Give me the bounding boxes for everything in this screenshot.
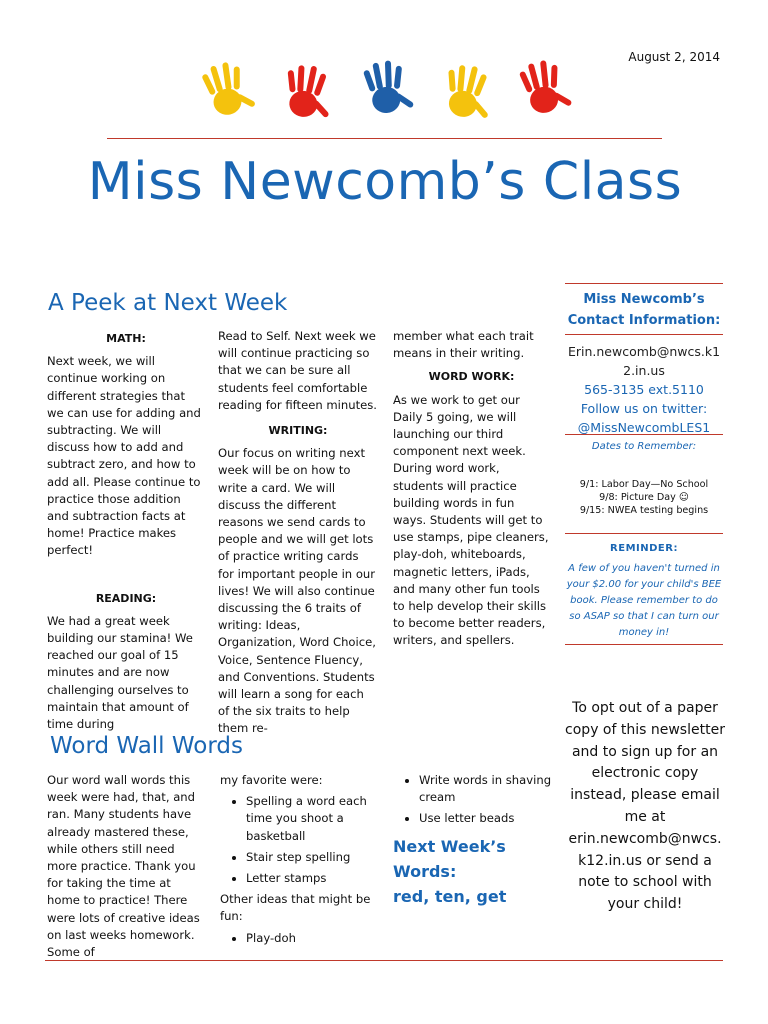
reminder-text: A few of you haven't turned in your $2.00 for your child's BEE book. Please remember to do so ASAP so that I can turn our money in! xyxy=(566,563,722,638)
peek-column-3 xyxy=(393,328,550,650)
list-item: • Play-doh xyxy=(246,930,380,947)
date-item: 9/15: NWEA testing begins xyxy=(579,505,709,516)
reminder-divider xyxy=(565,533,723,534)
handprints-banner xyxy=(190,52,580,124)
hand-icon-5 xyxy=(517,56,573,116)
word-wall-text: Our word wall words this week were had, that, and ran. Many students have already mastered these, while others still need more practice. Thank you for taking the time at home to practice! There were lots of creative ideas on last weeks homework. Some of xyxy=(47,773,200,960)
next-week-words-heading: Next Week’s Words: xyxy=(393,836,506,881)
dates-list xyxy=(565,478,723,517)
twitter-handle[interactable]: @MissNewcombLES1 xyxy=(577,420,711,435)
peek-column-1 xyxy=(47,326,205,733)
next-week-words: red, ten, get xyxy=(393,886,507,906)
twitter-label: Follow us on twitter: xyxy=(580,401,708,416)
opt-out-notice: To opt out of a paper copy of this newsletter and to sign up for an electronic copy instead, please email me at erin.newcomb@nwcs.k12.in.us or send a note to school with your child! xyxy=(565,700,725,913)
section-heading-word-wall: Word Wall Words xyxy=(50,733,243,759)
math-heading: MATH: xyxy=(106,332,146,345)
footer-divider xyxy=(45,960,723,961)
contact-phone: 565-3135 ext.5110 xyxy=(584,382,704,397)
page-title: Miss Newcomb’s Class xyxy=(87,152,683,212)
dates-divider xyxy=(565,434,723,435)
list-item: • Write words in shaving cream xyxy=(419,772,553,806)
reminder-bottom-divider xyxy=(565,644,723,645)
reminder-heading: REMINDER: xyxy=(610,543,678,554)
reading-continued-text: Read to Self. Next week we will continue practicing so that we can be sure all students feel comfortable reading for fifteen minutes. xyxy=(218,329,377,412)
date-item: 9/1: Labor Day—No School xyxy=(579,479,709,490)
section-heading-peek: A Peek at Next Week xyxy=(48,290,288,316)
writing-heading: WRITING: xyxy=(268,424,328,438)
hand-icon-4 xyxy=(441,62,497,122)
word-wall-column-1 xyxy=(47,772,207,961)
contact-info xyxy=(565,342,723,437)
word-wall-column-3 xyxy=(393,772,553,909)
contact-heading: Miss Newcomb’s Contact Information: xyxy=(567,292,721,328)
date-item: 9/8: Picture Day ☺ xyxy=(599,492,689,503)
word-work-heading: WORD WORK: xyxy=(428,370,515,384)
list-item: • Use letter beads xyxy=(419,810,553,827)
math-text: Next week, we will continue working on different strategies that we can use for adding and subtracting. We will discuss how to add and subtract zero, and how to add all. Please continue to practice those addition and subtraction facts at home! Practice makes perfect! xyxy=(47,354,201,558)
favorites-intro: my favorite were: xyxy=(220,773,323,787)
list-item: • Letter stamps xyxy=(246,870,380,887)
hand-icon-2 xyxy=(281,62,336,120)
favorites-list xyxy=(220,793,380,887)
other-ideas-list xyxy=(220,930,380,947)
reading-heading: READING: xyxy=(95,591,157,605)
dates-heading: Dates to Remember: xyxy=(591,441,697,452)
writing-continued-text: member what each trait means in their writing. xyxy=(393,329,534,361)
word-wall-column-2 xyxy=(220,772,380,951)
hand-icon-3 xyxy=(362,58,415,115)
peek-column-2 xyxy=(218,328,378,738)
sidebar-top-divider xyxy=(565,283,723,284)
hand-icon-1 xyxy=(200,58,258,119)
contact-divider xyxy=(565,334,723,335)
more-ideas-list xyxy=(393,772,553,828)
word-work-text: As we work to get our Daily 5 going, we will launching our third component next week. During word work, students will practice building words in fun ways. Students will get to use stamps, pipe cleaners, play-doh, whiteboards, magnetic letters, iPads, and many other fun tools to help develop their skills to become better readers, writers, and spellers. xyxy=(393,392,549,648)
list-item: • Spelling a word each time you shoot a basketball xyxy=(246,793,380,845)
reading-text: We had a great week building our stamina! We reached our goal of 15 minutes and are now challenging ourselves to maintain that amount of time during xyxy=(47,613,193,732)
contact-email[interactable]: Erin.newcomb@nwcs.k12.in.us xyxy=(567,344,721,378)
writing-text: Our focus on writing next week will be on how to write a card. We will discuss the different reasons we send cards to people and we will get lots of practice writing cards for important people in our lives! We will also continue discussing the 6 traits of writing: Ideas, Organization, Word Choice, Voice, Sentence Fluency, and Conventions. Students will learn a song for each of the six traits to help them re- xyxy=(218,446,376,736)
other-ideas-intro: Other ideas that might be fun: xyxy=(220,892,371,924)
list-item: • Stair step spelling xyxy=(246,849,380,866)
header-divider xyxy=(107,138,662,139)
newsletter-date: August 2, 2014 xyxy=(628,50,720,64)
